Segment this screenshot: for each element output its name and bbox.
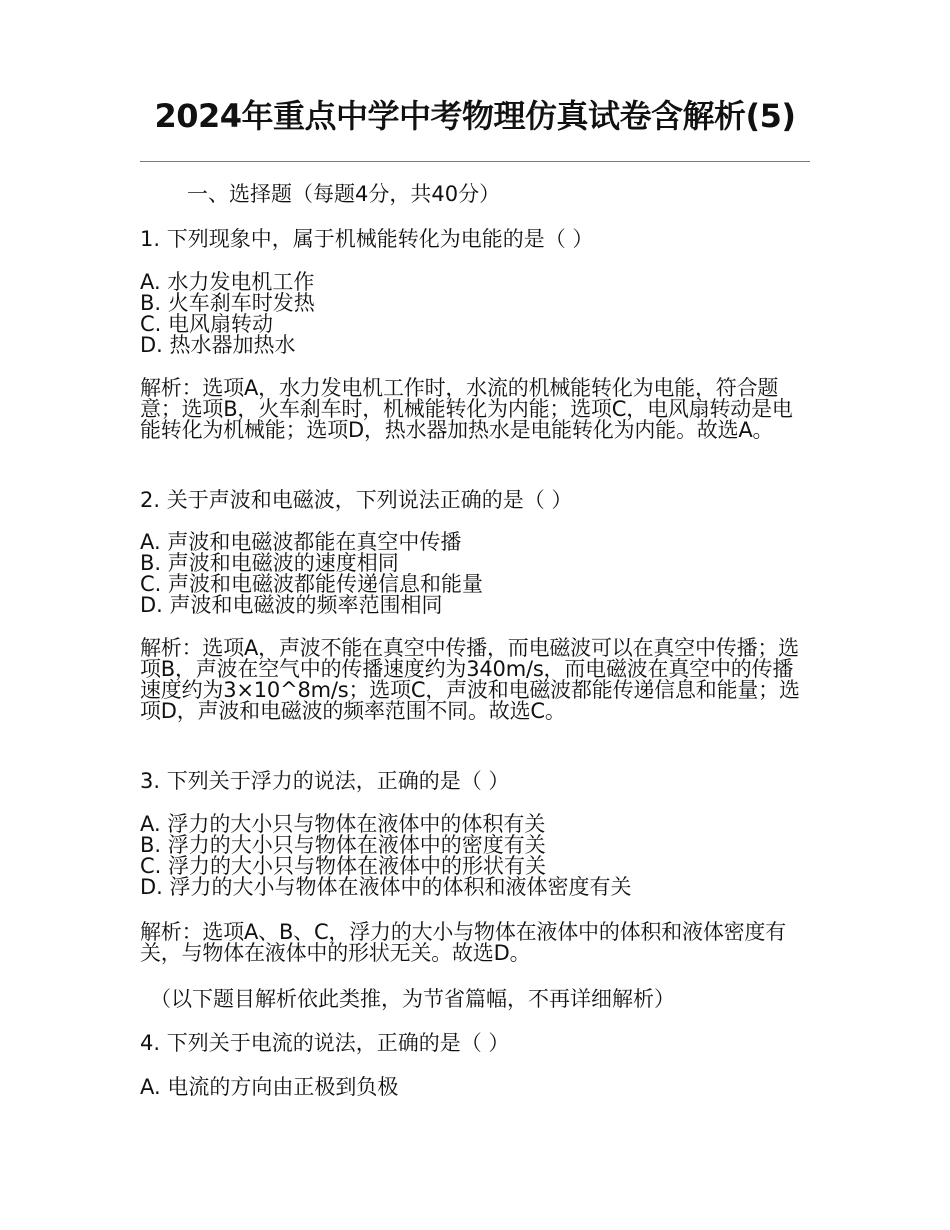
title-underline (140, 161, 810, 162)
question-2-analysis: 解析：选项A，声波不能在真空中传播，而电磁波可以在真空中传播；选项B，声波在空气中的传播速度约为340m/s，而电磁波在真空中的传播速度约为3×10^8m/s；选项C，声波和电磁波都能传递信息和能量；选项D，声波和电磁波的频率范围不同。故选C。 (140, 636, 800, 723)
document-title: 2024年重点中学中考物理仿真试卷含解析(5) (154, 97, 796, 135)
question-4-stem: 4. 下列关于电流的说法，正确的是（ ） (140, 1031, 510, 1055)
question-2-options (140, 532, 812, 616)
question-1-option-d: D. 热水器加热水 (140, 333, 296, 357)
omission-note: （以下题目解析依此类推，为节省篇幅，不再详细解析） (150, 987, 675, 1011)
question-1-options (140, 272, 812, 356)
question-1-option-c: C. 电风扇转动 (140, 312, 274, 336)
question-1-analysis: 解析：选项A，水力发电机工作时，水流的机械能转化为电能，符合题意；选项B，火车刹车时，机械能转化为内能；选项C，电风扇转动是电能转化为机械能；选项D，热水器加热水是电能转化为内能。故选A。 (140, 376, 793, 442)
question-1-option-b: B. 火车刹车时发热 (140, 291, 315, 315)
question-1-stem: 1. 下列现象中，属于机械能转化为电能的是（ ） (140, 227, 594, 251)
question-4-option-a: A. 电流的方向由正极到负极 (140, 1075, 399, 1099)
question-3-options (140, 814, 812, 898)
question-3-option-b: B. 浮力的大小只与物体在液体中的密度有关 (140, 833, 546, 857)
question-1-option-a: A. 水力发电机工作 (140, 270, 315, 294)
question-2-option-d: D. 声波和电磁波的频率范围相同 (140, 593, 443, 617)
question-3-analysis: 解析：选项A、B、C，浮力的大小与物体在液体中的体积和液体密度有关，与物体在液体中的形状无关。故选D。 (140, 920, 787, 965)
question-2-stem: 2. 关于声波和电磁波，下列说法正确的是（ ） (140, 488, 573, 512)
question-3-option-d: D. 浮力的大小与物体在液体中的体积和液体密度有关 (140, 875, 632, 899)
question-3-stem: 3. 下列关于浮力的说法，正确的是（ ） (140, 769, 510, 793)
question-2-option-c: C. 声波和电磁波都能传递信息和能量 (140, 572, 484, 596)
question-3-option-c: C. 浮力的大小只与物体在液体中的形状有关 (140, 854, 547, 878)
section-heading: 一、选择题（每题4分，共40分） (187, 182, 501, 206)
question-3-option-a: A. 浮力的大小只与物体在液体中的体积有关 (140, 812, 546, 836)
question-2-option-a: A. 声波和电磁波都能在真空中传播 (140, 530, 462, 554)
question-2-option-b: B. 声波和电磁波的速度相同 (140, 551, 399, 575)
